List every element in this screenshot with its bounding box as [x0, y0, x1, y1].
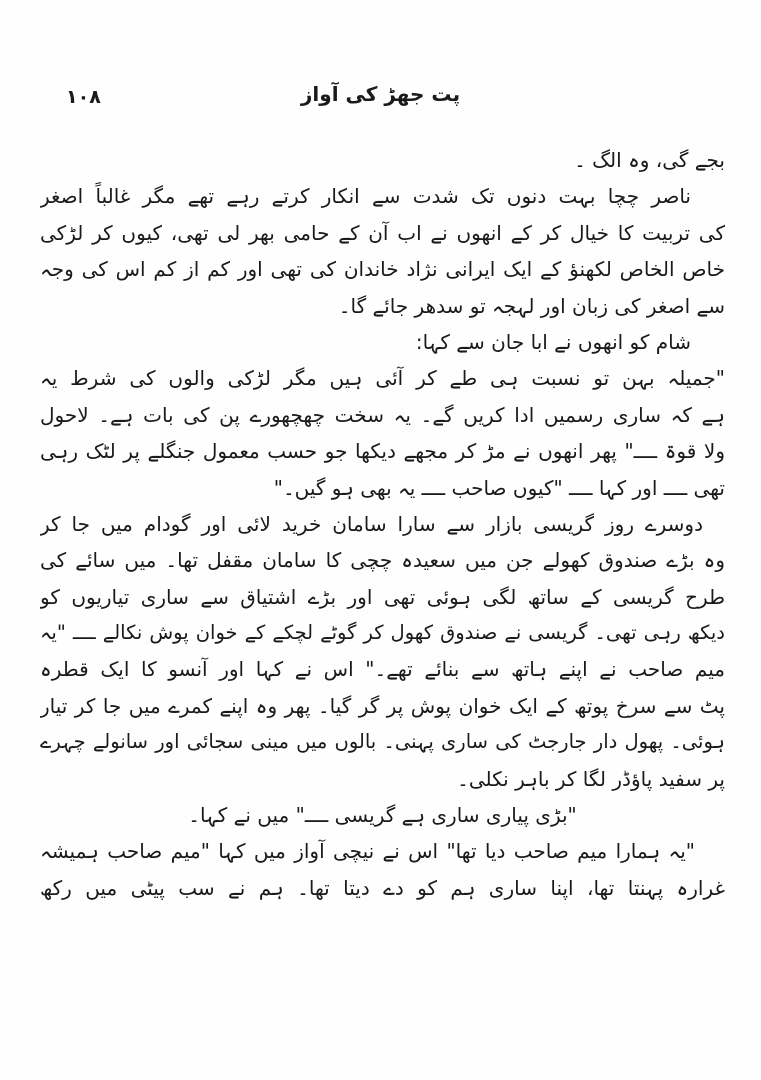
- text-line: ہوئی۔ پھول دار جارجٹ کی ساری پہنی۔ بالوں میں مینی سجائی اور سانولے چہرے: [40, 730, 725, 754]
- page-number: ۱۰۸: [66, 86, 101, 108]
- text-line: غرارہ پہنتا تھا، اپنا ساری ہم کو دے دیتا تھا۔ ہم نے سب پیٹی میں رکھ: [40, 875, 725, 900]
- text-line: "بڑی پیاری ساری ہے گریسی ــــ" میں نے کہا۔: [188, 803, 577, 828]
- text-line: طرح گریسی کے ساتھ لگی ہوئی تھی اور بڑے اشتیاق سے ساری تیاریوں کو: [40, 584, 725, 609]
- text-line: میم صاحب نے اپنے ہاتھ سے بنائے تھے۔" اس نے کہا اور آنسو کا ایک قطرہ: [40, 657, 725, 682]
- text-line: ولا قوۃ ــــ" پھر انھوں نے مڑ کر مجھے دیکھا جو حسب معمول جنگلے پر لٹک رہی: [40, 439, 725, 464]
- text-line: کی تربیت کا خیال کر کے انھوں نے اب آن کے حامی بھر لی تھی، کیوں کر لڑکی: [40, 220, 725, 245]
- body-text: [40, 142, 725, 906]
- text-line: سے اصغر کی زبان اور لہجہ تو سدھر جائے گا۔: [338, 293, 725, 318]
- text-line: دیکھ رہی تھی۔ گریسی نے صندوق کھول کر گوٹے لچکے کے خوان پوش نکالے ــــ "یہ: [40, 621, 725, 645]
- text-line: بجے گی، وہ الگ ۔: [574, 148, 725, 172]
- text-line: تھی ــــ اور کہا ــــ "کیوں صاحب ــــ یہ بھی ہو گیں۔": [273, 475, 725, 500]
- text-line: شام کو انھوں نے ابا جان سے کہا:: [415, 329, 691, 354]
- text-line: خاص الخاص لکھنؤ کے ایک ایرانی نژاد خاندان کی تھی اور کم از کم اس کی وجہ: [40, 257, 725, 282]
- text-line: ہے کہ ساری رسمیں ادا کریں گے۔ یہ سخت چھچھورے پن کی بات ہے۔ لاحول: [40, 402, 725, 427]
- running-title: پت جھڑ کی آواز: [300, 82, 461, 106]
- text-line: دوسرے روز گریسی بازار سے سارا سامان خرید لائی اور گودام میں جا کر: [40, 511, 703, 536]
- text-line: پٹ سے سرخ پوتھ کے ایک خوان پوش پر گر گیا۔ پھر وہ اپنے کمرے میں جا کر تیار: [40, 693, 725, 718]
- text-line: پر سفید پاؤڈر لگا کر باہر نکلی۔: [457, 766, 725, 791]
- text-line: وہ بڑے صندوق کھولے جن میں سعیدہ چچی کا سامان مقفل تھا۔ میں سائے کی: [40, 548, 725, 573]
- text-line: "جمیلہ بہن تو نسبت ہی طے کر آئی ہیں مگر لڑکی والوں کی شرط یہ: [40, 366, 725, 391]
- text-line: "یہ ہمارا میم صاحب دیا تھا" اس نے نیچی آواز میں کہا "میم صاحب ہمیشہ: [40, 839, 695, 864]
- text-line: ناصر چچا بہت دنوں تک شدت سے انکار کرتے رہے تھے مگر غالباً اصغر: [40, 184, 691, 209]
